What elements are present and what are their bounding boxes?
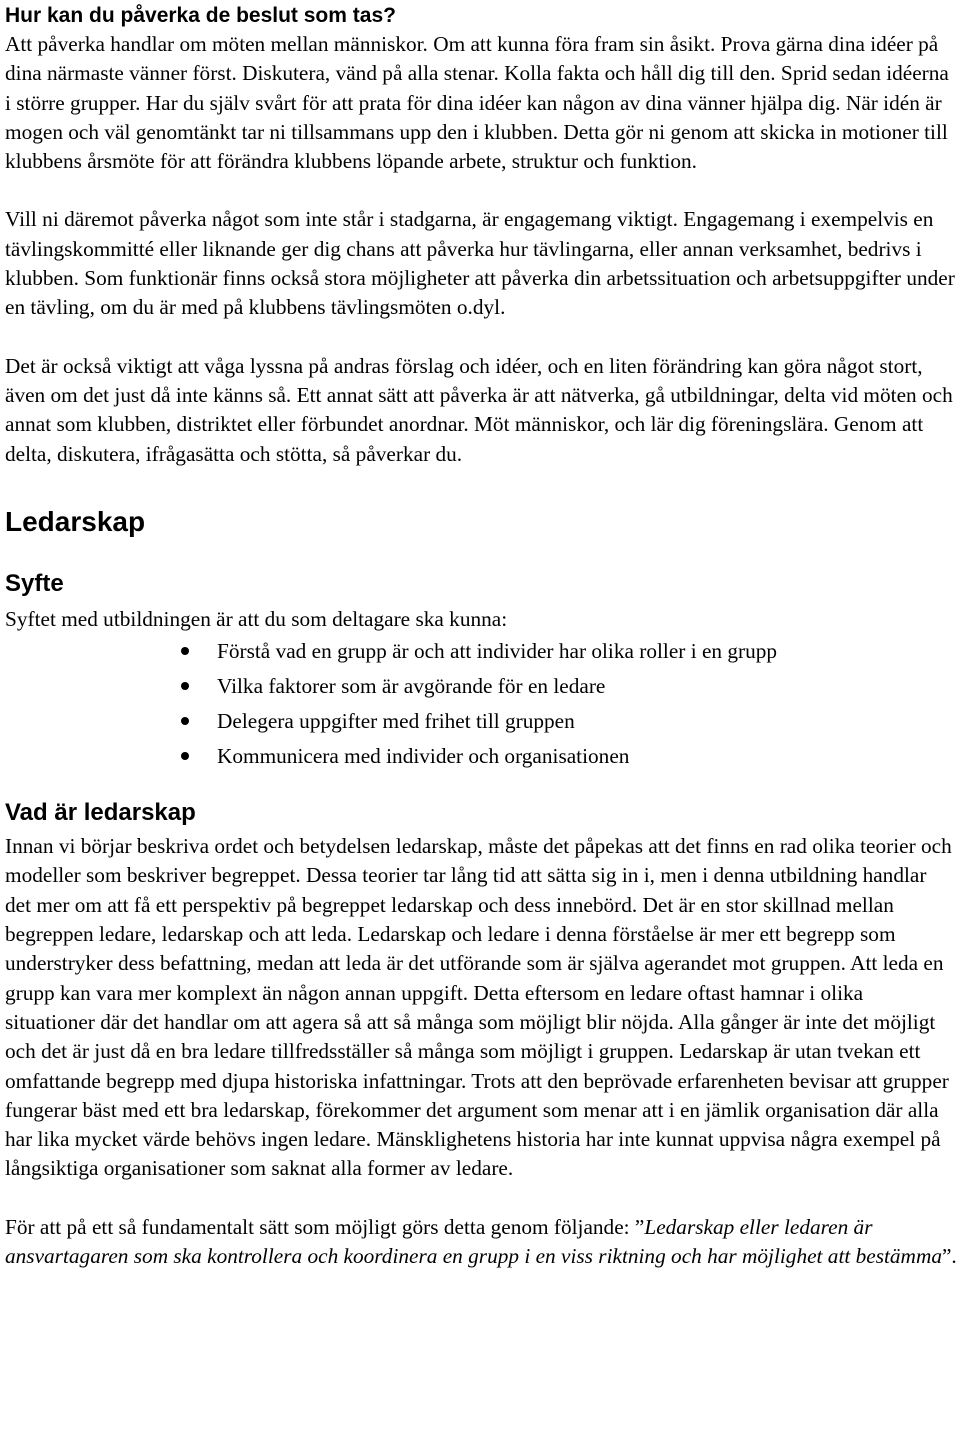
paragraph-ledarskap: Innan vi börjar beskriva ordet och betydelsen ledarskap, måste det påpekas att det finns en rad olika teorier och modeller som beskriver begreppet. Dessa teorier tar lång tid att sätta sig in i, men i denna utbildning handlar det mer om att få ett perspektiv på begreppet ledarskap och dess innebörd. Det är en stor skillnad mellan begreppen ledare, ledarskap och att leda. Ledarskap och ledare i denna förståelse är mer ett begrepp som understryker dess befattning, medan att leda är det utförande som är själva agerandet mot gruppen. Att leda en grupp kan vara mer komplext än någon annan uppgift. Detta eftersom en ledare oftast hamnar i olika situationer där det handlar om att agera så att så många som möjligt blir nöjda. Alla gånger är inte det möjligt och det är just då en bra ledare tillfredsställer så många som möjligt i gruppen. Ledarskap är utan tvekan ett omfattande begrepp med djupa historiska infattningar. Trots att den beprövade erfarenheten bevisar att grupper fungerar bäst med ett bra ledarskap, förekommer det argument som menar att i en jämlik organisation där alla har lika mycket värde behövs ingen ledare. Mänsklighetens historia har inte kunnat uppvisa några exempel på långsiktiga organisationer som saknat alla former av ledare. [5,834,952,1181]
list-item [5,704,957,739]
paragraph-definition [5,1213,957,1272]
list-item [5,634,957,669]
vad-heading: Vad är ledarskap [5,799,196,827]
paragraph-listen: Det är också viktigt att våga lyssna på andras förslag och idéer, och en liten förändring kan göra något stort, även om det just då inte känns så. Ett annat sätt att påverka är att nätverka, gå utbildningar, delta vid möten och annat som klubben, distriktet eller förbundet anordnar. Möt människor, och lär dig föreningslära. Genom att delta, diskutera, ifrågasätta och stötta, så påverkar du. [5,353,953,466]
document-page [5,0,957,1271]
list-item [5,739,957,774]
list-item-text: Vilka faktorer som är avgörande för en ledare [217,674,606,699]
ledarskap-title: Ledarskap [5,505,146,537]
bullet-icon [181,717,189,725]
list-item-text: Delegera uppgifter med frihet till gruppen [217,709,575,734]
paragraph-influence: Att påverka handlar om möten mellan människor. Om att kunna föra fram sin åsikt. Prova gärna dina idéer på dina närmaste vänner först. Diskutera, vänd på alla stenar. Kolla fakta och håll dig till den. Sprid sedan idéerna i större grupper. Har du själv svårt för att prata för dina idéer kan någon av dina vänner hjälpa dig. När idén är mogen och väl genomtänkt tar ni tillsammans upp den i klubben. Detta gör ni genom att skicka in motioner till klubbens årsmöte för att förändra klubbens löpande arbete, struktur och funktion. [5,32,949,174]
syfte-intro: Syftet med utbildningen är att du som deltagare ska kunna: [5,606,508,631]
list-item [5,669,957,704]
goals-list [5,634,957,774]
bullet-icon [181,752,189,760]
definition-lead: För att på ett så fundamentalt sätt som möjligt görs detta genom följande: ” [5,1214,645,1239]
list-item-text: Förstå vad en grupp är och att individer har olika roller i en grupp [217,639,778,664]
definition-quote: Ledarskap eller ledaren är ansvartagaren som ska kontrollera och koordinera en grupp i en viss riktning och har möjlighet att bestämma [5,1214,942,1269]
paragraph-engagement: Vill ni däremot påverka något som inte står i stadgarna, är engagemang viktigt. Engagemang i exempelvis en tävlingskommitté eller liknande ger dig chans att påverka hur tävlingarna, eller annan verksamhet, bedrivs i klubben. Som funktionär finns också stora möjligheter att påverka din arbetssituation och arbetsuppgifter under en tävling, om du är med på klubbens tävlingsmöten o.dyl. [5,207,955,320]
definition-end: ”. [941,1244,957,1269]
bullet-icon [181,647,189,655]
syfte-heading: Syfte [5,569,64,597]
section-heading: Hur kan du påverka de beslut som tas? [5,4,396,27]
list-item-text: Kommunicera med individer och organisationen [217,744,630,769]
bullet-icon [181,682,189,690]
